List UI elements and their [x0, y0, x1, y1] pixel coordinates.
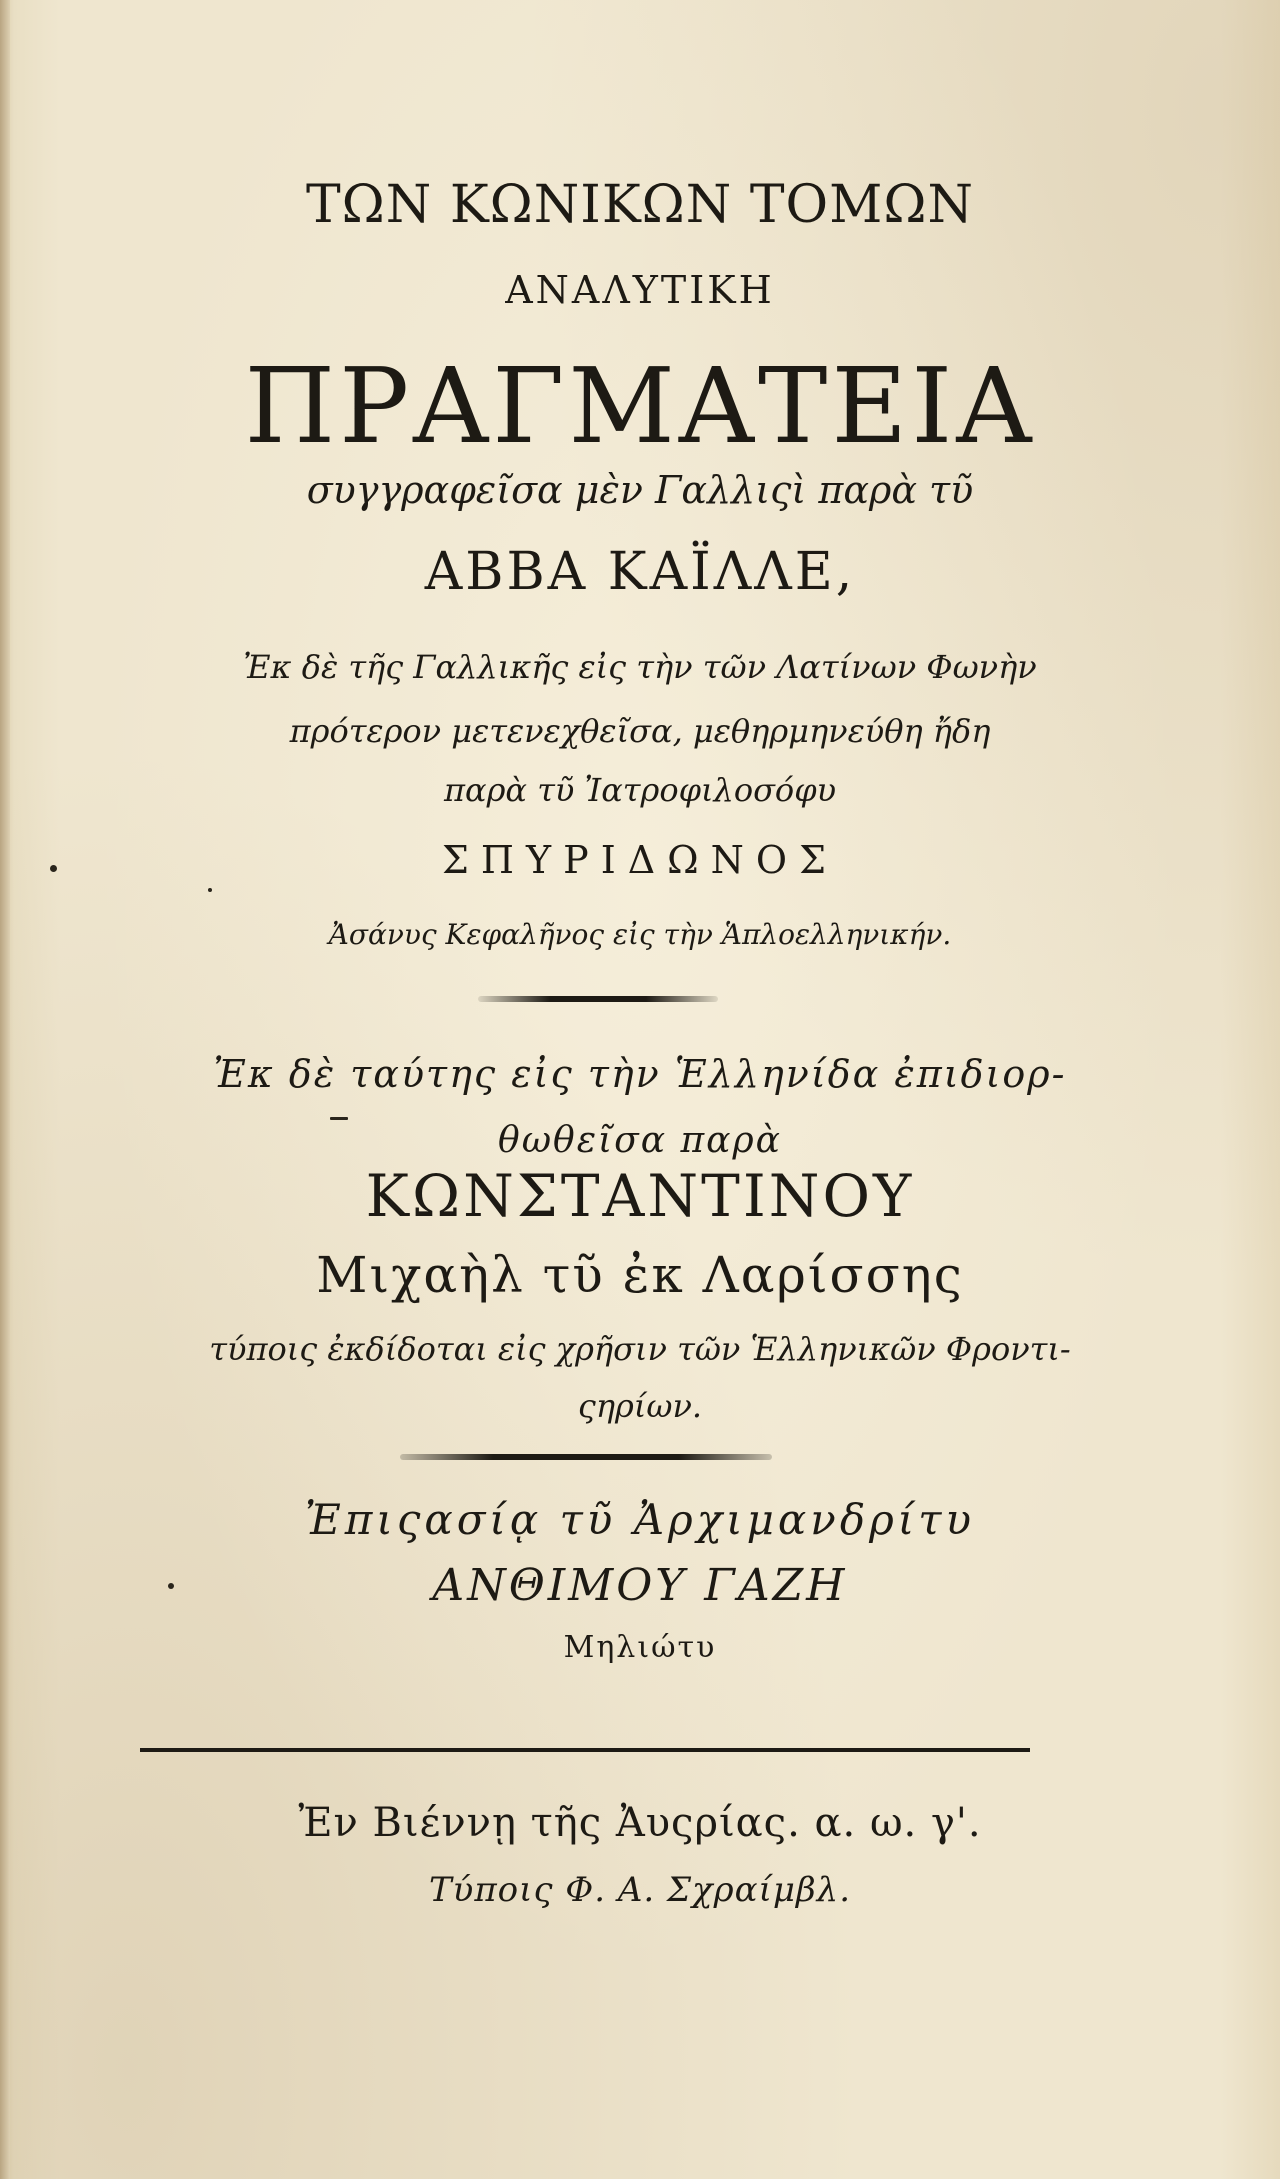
translation-line-3: παρὰ τῦ Ἰατροφιλοσόφυ [443, 771, 837, 809]
supervisor-origin: Μηλιώτυ [563, 1630, 717, 1665]
ornamental-rule-2 [400, 1454, 772, 1460]
author-name: ΑΒΒΑ ΚΑΪΛΛΕ, [424, 542, 856, 602]
main-title-line-2: ΑΝΑΛΥΤΙΚΗ [505, 268, 775, 312]
translator-name: ΣΠΥΡΙΔΩΝΟΣ [442, 838, 838, 882]
revision-line-1: Ἐκ δὲ ταύτης εἰς τὴν Ἑλληνίδα ἐπιδιορ- [213, 1052, 1067, 1096]
editor-name: ΚΩΝΣΤΑΝΤΙΝΟΥ [365, 1162, 915, 1230]
revision-line-2: θωθεῖσα παρὰ [498, 1120, 782, 1161]
supervisor-name: ΑΝΘΙΜΟΥ ΓΑΖΗ [432, 1560, 848, 1611]
editor-origin: Μιχαὴλ τῦ ἐκ Λαρίσσης [316, 1246, 964, 1304]
ink-speck [208, 888, 212, 892]
purpose-line-1: τύποις ἐκδίδοται εἰς χρῆσιν τῶν Ἑλληνικῶν Φροντι- [209, 1330, 1071, 1368]
ornamental-rule-1 [478, 996, 718, 1002]
supervision-line: Ἐπιςασίᾳ τῦ Ἀρχιμανδρίτυ [304, 1495, 976, 1544]
purpose-line-2: ςηρίων. [577, 1387, 703, 1425]
main-title-line-3: ΠΡΑΓΜΑΤΕΙΑ [244, 345, 1036, 467]
imprint-rule [140, 1748, 1030, 1752]
imprint-place-date: Ἐν Βιέννῃ τῆς Ἀυςρίας. α. ω. γ'. [298, 1800, 982, 1846]
translator-origin: Ἀσάνυς Κεφαλῆνος εἰς τὴν Ἁπλοελληνικήν. [328, 918, 952, 951]
translation-line-1: Ἐκ δὲ τῆς Γαλλικῆς εἰς τὴν τῶν Λατίνων Φωνὴν [243, 648, 1037, 686]
ink-speck [50, 865, 57, 872]
translation-line-2: πρότερον μετενεχθεῖσα, μεθηρμηνεύθη ἤδη [289, 712, 991, 750]
ink-speck [168, 1583, 174, 1589]
authorship-line: συγγραφεῖσα μὲν Γαλλιςὶ παρὰ τῦ [306, 468, 974, 512]
ink-speck [330, 1117, 348, 1120]
main-title-line-1: ΤΩΝ ΚΩΝΙΚΩΝ ΤΟΜΩΝ [306, 175, 974, 235]
imprint-printer: Τύποις Φ. Α. Σχραίμβλ. [428, 1870, 852, 1910]
